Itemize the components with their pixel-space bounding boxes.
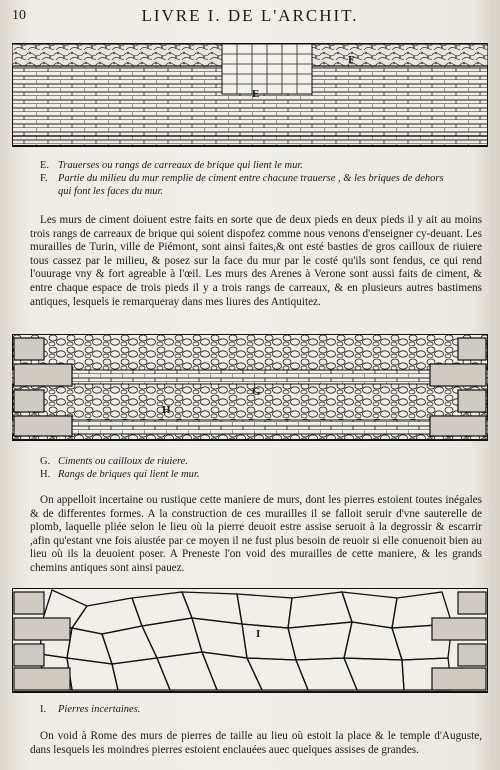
figure-label-h: H: [162, 404, 171, 416]
caption-text: Ciments ou cailloux de riuiere.: [58, 456, 188, 467]
figure-cobble-wall: [12, 334, 488, 444]
caption-letter: I.: [40, 704, 47, 715]
paragraph-incertaine: On appelloit incertaine ou rustique cette maniere de murs, dont les pierres estoient toutes inégales & de differentes formes. A la construction de ces murailles il se falloit seruir d'vne sauterelle de plomb, laquelle pliée selon le lieu où la pierre deuoit estre assise seruoit à la degrossir & escarrir ,afin qu'estant vne fois aiustée par ce moyen il ne fust plus besoin de reuoir si elle conuenoit bien au lieu où ils la deuoient poser. A Preneste l'on void des murailles de cette maniere, & les grands chemins antiques sont ainsi pauez.: [30, 494, 482, 574]
paragraph-rome: On void à Rome des murs de pierres de taille au lieu où estoit la place & le temple d'Auguste, dans lesquels les moindres pierres estoient enclauées auec quelques assises de grandes.: [30, 730, 482, 756]
caption-i: [40, 704, 340, 717]
figure-label-g: G: [252, 386, 261, 398]
caption-e: [40, 160, 480, 173]
caption-text: Trauerses ou rangs de carreaux de brique qui lient le mur.: [58, 160, 303, 171]
running-head: LIVRE I. DE L'ARCHIT.: [141, 6, 359, 25]
caption-continuation: qui font les faces du mur.: [58, 185, 163, 197]
figure-label-i: I: [256, 628, 261, 640]
polygonal-wall-engraving: [12, 588, 488, 696]
paragraph-ciment: Les murs de ciment doiuent estre faits en sorte que de deux pieds en deux pieds il y ait au moins trois rangs de carreaux de brique qui soient dispofez comme nous venons d'enseigner cy-deuant. Les murailles de Turin, ville de Piémont, sont ainsi faites,& ont esté basties de gros cailloux de riuiere tous cassez par le milieu, & posez sur la face du mur par le costé qu'ils sont fendus, ce qui rend l'ouurage vny & fort agreable à l'œil. Les murs des Arenes à Verone sont aussi faits de ciment, & entre chaque espace de trois pieds il y a trois rangs de carreaux, & en plusieurs autres bastimens antiques, lesquels ie remarqueray dans mes liures des Antiquitez.: [30, 214, 482, 308]
page-number: 10: [12, 8, 26, 23]
caption-letter: E.: [40, 160, 50, 171]
caption-text: Rangs de briques qui lient le mur.: [58, 469, 200, 480]
caption-text: Pierres incertaines.: [58, 704, 141, 715]
cobble-wall-engraving: [12, 334, 488, 444]
figure-brick-wall: [12, 40, 488, 150]
figure-label-e: E: [252, 88, 260, 100]
caption-letter: G.: [40, 456, 51, 467]
caption-text: Partie du milieu du mur remplie de ciment entre chacune trauerse , & les briques de dehors: [58, 173, 444, 184]
brick-wall-engraving: [12, 40, 488, 150]
caption-f: [40, 173, 480, 198]
caption-letter: H.: [40, 469, 51, 480]
caption-h: [40, 469, 460, 482]
caption-g: [40, 456, 460, 469]
figure-label-f: F: [348, 54, 355, 66]
figure-polygonal-wall: [12, 588, 488, 696]
caption-letter: F.: [40, 173, 48, 184]
